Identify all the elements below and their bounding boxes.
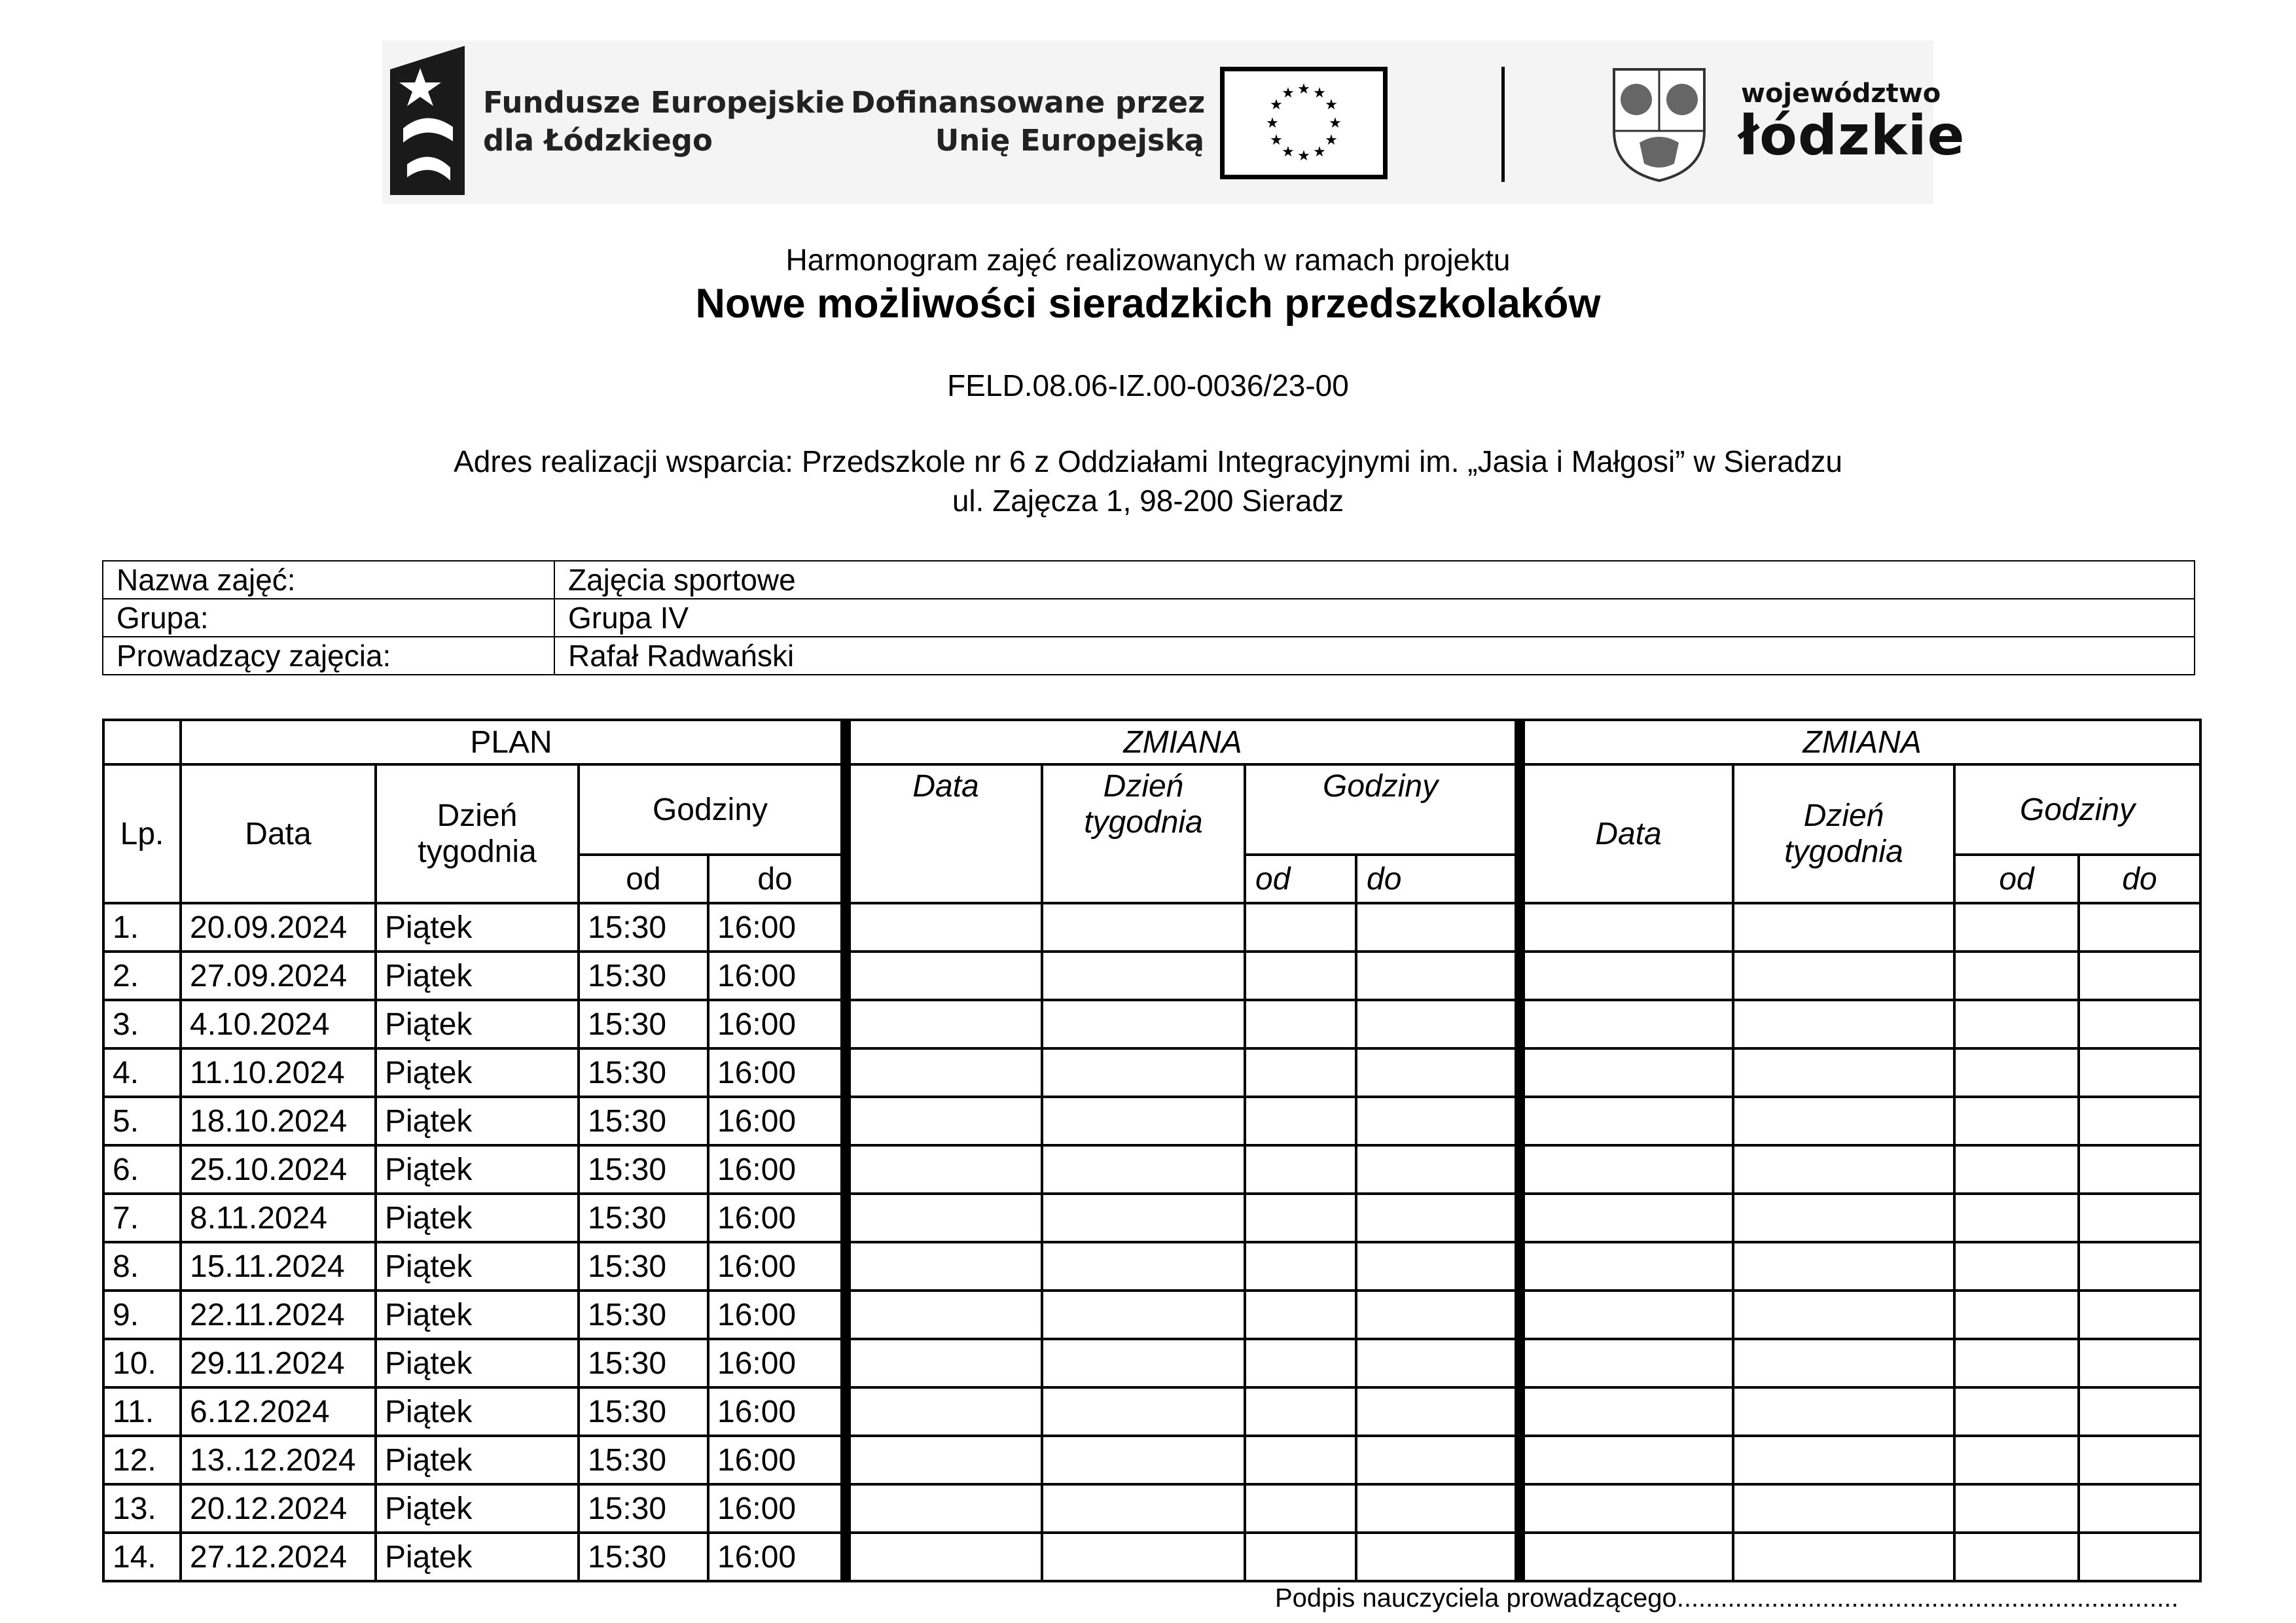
- change-cell-empty: [846, 1339, 1042, 1387]
- change-cell-empty: [1245, 1048, 1356, 1097]
- cell-day: Piątek: [376, 1291, 579, 1339]
- table-row: [103, 1339, 2200, 1387]
- change-cell-empty: [846, 1194, 1042, 1242]
- table-row: [103, 1242, 2200, 1291]
- lp-header: Lp.: [103, 764, 181, 903]
- change-cell-empty: [1733, 1484, 1954, 1533]
- table-row: [103, 1048, 2200, 1097]
- funds-logo-text: [483, 84, 845, 160]
- cell-to: 16:00: [708, 1242, 846, 1291]
- cell-day: Piątek: [376, 1339, 579, 1387]
- change-cell-empty: [1733, 1436, 1954, 1484]
- svg-text:★: ★: [1325, 97, 1338, 113]
- cell-day: Piątek: [376, 1533, 579, 1581]
- class-name-label: Nazwa zajęć:: [103, 561, 554, 599]
- change2-hours-header: Godziny: [1954, 764, 2200, 855]
- cell-from: 15:30: [579, 1097, 708, 1145]
- cell-day: Piątek: [376, 1436, 579, 1484]
- table-row: [103, 1436, 2200, 1484]
- change-cell-empty: [1042, 1242, 1245, 1291]
- cell-lp: 7.: [103, 1194, 181, 1242]
- cell-from: 15:30: [579, 1339, 708, 1387]
- change-cell-empty: [1042, 1387, 1245, 1436]
- change-cell-empty: [1356, 1436, 1520, 1484]
- svg-text:★: ★: [1282, 144, 1295, 160]
- svg-text:★: ★: [1313, 144, 1326, 160]
- change-cell-empty: [2079, 1145, 2200, 1194]
- change-cell-empty: [1733, 1097, 1954, 1145]
- class-name-row: [103, 561, 2195, 599]
- change2-from-header: od: [1954, 855, 2079, 903]
- eu-cofunding-line1: Dofinansowane przez: [851, 85, 1206, 120]
- cell-lp: 3.: [103, 1000, 181, 1048]
- change-cell-empty: [2079, 1387, 2200, 1436]
- teacher-label: Prowadzący zajęcia:: [103, 637, 554, 675]
- cell-date: 11.10.2024: [181, 1048, 376, 1097]
- cell-to: 16:00: [708, 1048, 846, 1097]
- change-cell-empty: [1356, 1194, 1520, 1242]
- change2-to-header: do: [2079, 855, 2200, 903]
- change-cell-empty: [1356, 1048, 1520, 1097]
- cell-day: Piątek: [376, 1097, 579, 1145]
- cell-day: Piątek: [376, 1048, 579, 1097]
- plan-day-header-line1: Dzień: [437, 798, 518, 833]
- change-cell-empty: [1520, 1484, 1733, 1533]
- change-cell-empty: [1954, 1484, 2079, 1533]
- cell-date: 15.11.2024: [181, 1242, 376, 1291]
- change-cell-empty: [1520, 1097, 1733, 1145]
- change-cell-empty: [1733, 952, 1954, 1000]
- class-name-value: Zajęcia sportowe: [554, 561, 2195, 599]
- change-cell-empty: [1954, 1000, 2079, 1048]
- table-row: [103, 1097, 2200, 1145]
- change1-from-header: od: [1245, 855, 1356, 903]
- cell-to: 16:00: [708, 1484, 846, 1533]
- cell-to: 16:00: [708, 952, 846, 1000]
- cell-to: 16:00: [708, 1000, 846, 1048]
- change-cell-empty: [1520, 952, 1733, 1000]
- change-cell-empty: [1954, 1436, 2079, 1484]
- svg-text:★: ★: [1297, 148, 1310, 164]
- change-cell-empty: [846, 1436, 1042, 1484]
- change2-day-header: [1733, 764, 1954, 903]
- page-title: Nowe możliwości sieradzkich przedszkolaków: [695, 281, 1601, 327]
- change-cell-empty: [1042, 903, 1245, 952]
- cell-from: 15:30: [579, 952, 708, 1000]
- svg-text:★: ★: [1266, 115, 1279, 132]
- change1-hours-header: Godziny: [1245, 764, 1520, 855]
- change-cell-empty: [1356, 1242, 1520, 1291]
- teacher-row: [103, 637, 2195, 675]
- change-cell-empty: [1042, 1048, 1245, 1097]
- plan-header: PLAN: [181, 720, 846, 764]
- change-cell-empty: [846, 1145, 1042, 1194]
- cell-from: 15:30: [579, 1145, 708, 1194]
- change-cell-empty: [1954, 1145, 2079, 1194]
- crest-icon: [1610, 65, 1708, 183]
- plan-date-header: Data: [181, 764, 376, 903]
- plan-from-header: od: [579, 855, 708, 903]
- change-cell-empty: [1520, 1291, 1733, 1339]
- cell-date: 27.12.2024: [181, 1533, 376, 1581]
- change-cell-empty: [1520, 1000, 1733, 1048]
- change-cell-empty: [1520, 1436, 1733, 1484]
- change-cell-empty: [1954, 1242, 2079, 1291]
- change-cell-empty: [2079, 903, 2200, 952]
- change-cell-empty: [1356, 1484, 1520, 1533]
- funds-logo-icon: [387, 43, 469, 195]
- change-cell-empty: [1356, 1339, 1520, 1387]
- change-header-2: ZMIANA: [1520, 720, 2200, 764]
- change-cell-empty: [1245, 1097, 1356, 1145]
- plan-hours-header: Godziny: [579, 764, 846, 855]
- table-row: [103, 1000, 2200, 1048]
- change-cell-empty: [1356, 952, 1520, 1000]
- change-cell-empty: [846, 1484, 1042, 1533]
- change1-to-header: do: [1356, 855, 1520, 903]
- cell-from: 15:30: [579, 1048, 708, 1097]
- group-label: Grupa:: [103, 599, 554, 637]
- change-cell-empty: [1520, 1339, 1733, 1387]
- svg-text:★: ★: [1270, 97, 1283, 113]
- change-cell-empty: [846, 1387, 1042, 1436]
- svg-text:★: ★: [1325, 132, 1338, 149]
- table-row: [103, 1484, 2200, 1533]
- change-cell-empty: [1245, 1484, 1356, 1533]
- cell-day: Piątek: [376, 1484, 579, 1533]
- cell-lp: 11.: [103, 1387, 181, 1436]
- change-cell-empty: [1245, 1242, 1356, 1291]
- page-subtitle: Harmonogram zajęć realizowanych w ramach projektu: [785, 243, 1511, 277]
- eu-cofunding-text: [851, 84, 1204, 160]
- change-cell-empty: [1245, 1436, 1356, 1484]
- funds-logo-line2: dla Łódzkiego: [483, 123, 713, 158]
- cell-date: 20.09.2024: [181, 903, 376, 952]
- cell-date: 18.10.2024: [181, 1097, 376, 1145]
- cell-day: Piątek: [376, 1194, 579, 1242]
- table-row: [103, 1387, 2200, 1436]
- change-cell-empty: [1733, 1291, 1954, 1339]
- change-cell-empty: [1245, 1339, 1356, 1387]
- change-cell-empty: [1954, 1194, 2079, 1242]
- cell-from: 15:30: [579, 1291, 708, 1339]
- cell-from: 15:30: [579, 1387, 708, 1436]
- change-cell-empty: [1356, 1145, 1520, 1194]
- change-cell-empty: [2079, 1242, 2200, 1291]
- change-cell-empty: [2079, 1484, 2200, 1533]
- change-cell-empty: [1356, 903, 1520, 952]
- change-cell-empty: [2079, 1339, 2200, 1387]
- change1-day-header: [1042, 764, 1245, 903]
- change1-day-header-line2: tygodnia: [1084, 805, 1203, 840]
- change-cell-empty: [1042, 952, 1245, 1000]
- logo-divider: [1501, 67, 1505, 182]
- table-row: [103, 1533, 2200, 1581]
- group-row: [103, 599, 2195, 637]
- cell-to: 16:00: [708, 903, 846, 952]
- change-cell-empty: [1245, 903, 1356, 952]
- change2-day-header-line1: Dzień: [1803, 798, 1884, 833]
- change-cell-empty: [1733, 1242, 1954, 1291]
- cell-day: Piątek: [376, 1000, 579, 1048]
- change-cell-empty: [1954, 1533, 2079, 1581]
- cell-from: 15:30: [579, 1242, 708, 1291]
- change-cell-empty: [1356, 1533, 1520, 1581]
- change-cell-empty: [1520, 1145, 1733, 1194]
- schedule-header-mid: [103, 764, 2200, 855]
- change-cell-empty: [2079, 1436, 2200, 1484]
- cell-from: 15:30: [579, 1484, 708, 1533]
- change-cell-empty: [846, 1000, 1042, 1048]
- cell-lp: 6.: [103, 1145, 181, 1194]
- cell-lp: 10.: [103, 1339, 181, 1387]
- change1-day-header-line1: Dzień: [1103, 769, 1184, 804]
- cell-date: 29.11.2024: [181, 1339, 376, 1387]
- svg-text:★: ★: [1329, 115, 1342, 132]
- cell-date: 8.11.2024: [181, 1194, 376, 1242]
- change-cell-empty: [1733, 1048, 1954, 1097]
- table-row: [103, 903, 2200, 952]
- table-row: [103, 1291, 2200, 1339]
- cell-day: Piątek: [376, 952, 579, 1000]
- change-cell-empty: [2079, 1097, 2200, 1145]
- cell-day: Piątek: [376, 1387, 579, 1436]
- change-cell-empty: [1954, 1339, 2079, 1387]
- change-cell-empty: [846, 952, 1042, 1000]
- cell-from: 15:30: [579, 1533, 708, 1581]
- address-line-2: ul. Zajęcza 1, 98-200 Sieradz: [952, 484, 1344, 518]
- change-cell-empty: [1954, 903, 2079, 952]
- cell-lp: 8.: [103, 1242, 181, 1291]
- svg-text:★: ★: [1282, 85, 1295, 101]
- cell-date: 27.09.2024: [181, 952, 376, 1000]
- change-cell-empty: [1733, 1533, 1954, 1581]
- eu-stars-icon: [1225, 71, 1383, 175]
- change-cell-empty: [2079, 1194, 2200, 1242]
- schedule-header-top: [103, 720, 2200, 764]
- change-cell-empty: [846, 1291, 1042, 1339]
- change-cell-empty: [1954, 952, 2079, 1000]
- cell-from: 15:30: [579, 1194, 708, 1242]
- cell-lp: 12.: [103, 1436, 181, 1484]
- cell-to: 16:00: [708, 1339, 846, 1387]
- change-cell-empty: [1042, 1097, 1245, 1145]
- project-code: FELD.08.06-IZ.00-0036/23-00: [947, 368, 1349, 402]
- change-cell-empty: [1245, 1145, 1356, 1194]
- schedule-body: [103, 903, 2200, 1581]
- change-cell-empty: [846, 1242, 1042, 1291]
- change-cell-empty: [1520, 1387, 1733, 1436]
- cell-to: 16:00: [708, 1291, 846, 1339]
- change-cell-empty: [1733, 1000, 1954, 1048]
- cell-lp: 5.: [103, 1097, 181, 1145]
- cell-to: 16:00: [708, 1097, 846, 1145]
- change-cell-empty: [1245, 1194, 1356, 1242]
- region-name-big: łódzkie: [1738, 103, 1965, 168]
- class-info-table: [102, 560, 2195, 675]
- cell-date: 25.10.2024: [181, 1145, 376, 1194]
- change-cell-empty: [1954, 1097, 2079, 1145]
- change-cell-empty: [1356, 1097, 1520, 1145]
- change-cell-empty: [1520, 903, 1733, 952]
- cell-day: Piątek: [376, 903, 579, 952]
- change-cell-empty: [1042, 1291, 1245, 1339]
- cell-from: 15:30: [579, 903, 708, 952]
- change-cell-empty: [1245, 1291, 1356, 1339]
- cell-day: Piątek: [376, 1242, 579, 1291]
- table-row: [103, 1145, 2200, 1194]
- change-cell-empty: [846, 1097, 1042, 1145]
- svg-text:★: ★: [1297, 81, 1310, 98]
- group-value: Grupa IV: [554, 599, 2195, 637]
- change-cell-empty: [1042, 1339, 1245, 1387]
- change-cell-empty: [2079, 952, 2200, 1000]
- change-cell-empty: [1733, 1194, 1954, 1242]
- cell-lp: 9.: [103, 1291, 181, 1339]
- cell-lp: 4.: [103, 1048, 181, 1097]
- change-cell-empty: [1520, 1533, 1733, 1581]
- cell-date: 4.10.2024: [181, 1000, 376, 1048]
- eu-flag-icon: [1220, 67, 1388, 179]
- cell-lp: 14.: [103, 1533, 181, 1581]
- svg-text:★: ★: [1313, 85, 1326, 101]
- plan-day-header-line2: tygodnia: [418, 834, 537, 869]
- eu-cofunding-line2: Unię Europejską: [935, 123, 1204, 158]
- plan-to-header: do: [708, 855, 846, 903]
- change-cell-empty: [1042, 1000, 1245, 1048]
- change-header-1: ZMIANA: [846, 720, 1520, 764]
- change-cell-empty: [1954, 1387, 2079, 1436]
- change-cell-empty: [1042, 1145, 1245, 1194]
- cell-day: Piątek: [376, 1145, 579, 1194]
- table-row: [103, 952, 2200, 1000]
- cell-lp: 2.: [103, 952, 181, 1000]
- change-cell-empty: [2079, 1048, 2200, 1097]
- svg-text:★: ★: [1270, 132, 1283, 149]
- funds-logo-line1: Fundusze Europejskie: [483, 85, 845, 120]
- address-line-1: Adres realizacji wsparcia: Przedszkole nr 6 z Oddziałami Integracyjnymi im. „Jasia i Małgosi” w Sieradzu: [454, 444, 1842, 478]
- change-cell-empty: [1733, 1387, 1954, 1436]
- change-cell-empty: [1245, 1387, 1356, 1436]
- change-cell-empty: [1356, 1387, 1520, 1436]
- change-cell-empty: [2079, 1533, 2200, 1581]
- change-cell-empty: [1042, 1194, 1245, 1242]
- cell-from: 15:30: [579, 1436, 708, 1484]
- change-cell-empty: [1356, 1291, 1520, 1339]
- cell-from: 15:30: [579, 1000, 708, 1048]
- cell-date: 22.11.2024: [181, 1291, 376, 1339]
- empty-corner-cell: [103, 720, 181, 764]
- change-cell-empty: [1520, 1242, 1733, 1291]
- cell-lp: 13.: [103, 1484, 181, 1533]
- change-cell-empty: [1245, 1533, 1356, 1581]
- change-cell-empty: [1042, 1533, 1245, 1581]
- change-cell-empty: [1042, 1484, 1245, 1533]
- change-cell-empty: [846, 1533, 1042, 1581]
- change-cell-empty: [1954, 1048, 2079, 1097]
- cell-to: 16:00: [708, 1533, 846, 1581]
- change-cell-empty: [1042, 1436, 1245, 1484]
- change-cell-empty: [846, 903, 1042, 952]
- change1-date-header: Data: [846, 764, 1042, 903]
- change-cell-empty: [1520, 1194, 1733, 1242]
- change-cell-empty: [1245, 952, 1356, 1000]
- change-cell-empty: [1733, 903, 1954, 952]
- change-cell-empty: [1356, 1000, 1520, 1048]
- change-cell-empty: [1954, 1291, 2079, 1339]
- plan-day-header: [376, 764, 579, 903]
- table-row: [103, 1194, 2200, 1242]
- change2-day-header-line2: tygodnia: [1784, 834, 1903, 869]
- cell-date: 6.12.2024: [181, 1387, 376, 1436]
- cell-to: 16:00: [708, 1436, 846, 1484]
- cell-to: 16:00: [708, 1387, 846, 1436]
- schedule-table: [102, 719, 2202, 1582]
- cell-date: 13..12.2024: [181, 1436, 376, 1484]
- change-cell-empty: [2079, 1291, 2200, 1339]
- change-cell-empty: [2079, 1000, 2200, 1048]
- teacher-value: Rafał Radwański: [554, 637, 2195, 675]
- change-cell-empty: [1733, 1145, 1954, 1194]
- change-cell-empty: [1520, 1048, 1733, 1097]
- cell-to: 16:00: [708, 1145, 846, 1194]
- teacher-signature-line: Podpis nauczyciela prowadzącego.....................................................................: [1275, 1584, 2179, 1613]
- change-cell-empty: [846, 1048, 1042, 1097]
- cell-to: 16:00: [708, 1194, 846, 1242]
- change2-date-header: Data: [1520, 764, 1733, 903]
- change-cell-empty: [1733, 1339, 1954, 1387]
- region-name-small: województwo: [1741, 79, 1941, 109]
- cell-lp: 1.: [103, 903, 181, 952]
- change-cell-empty: [1245, 1000, 1356, 1048]
- cell-date: 20.12.2024: [181, 1484, 376, 1533]
